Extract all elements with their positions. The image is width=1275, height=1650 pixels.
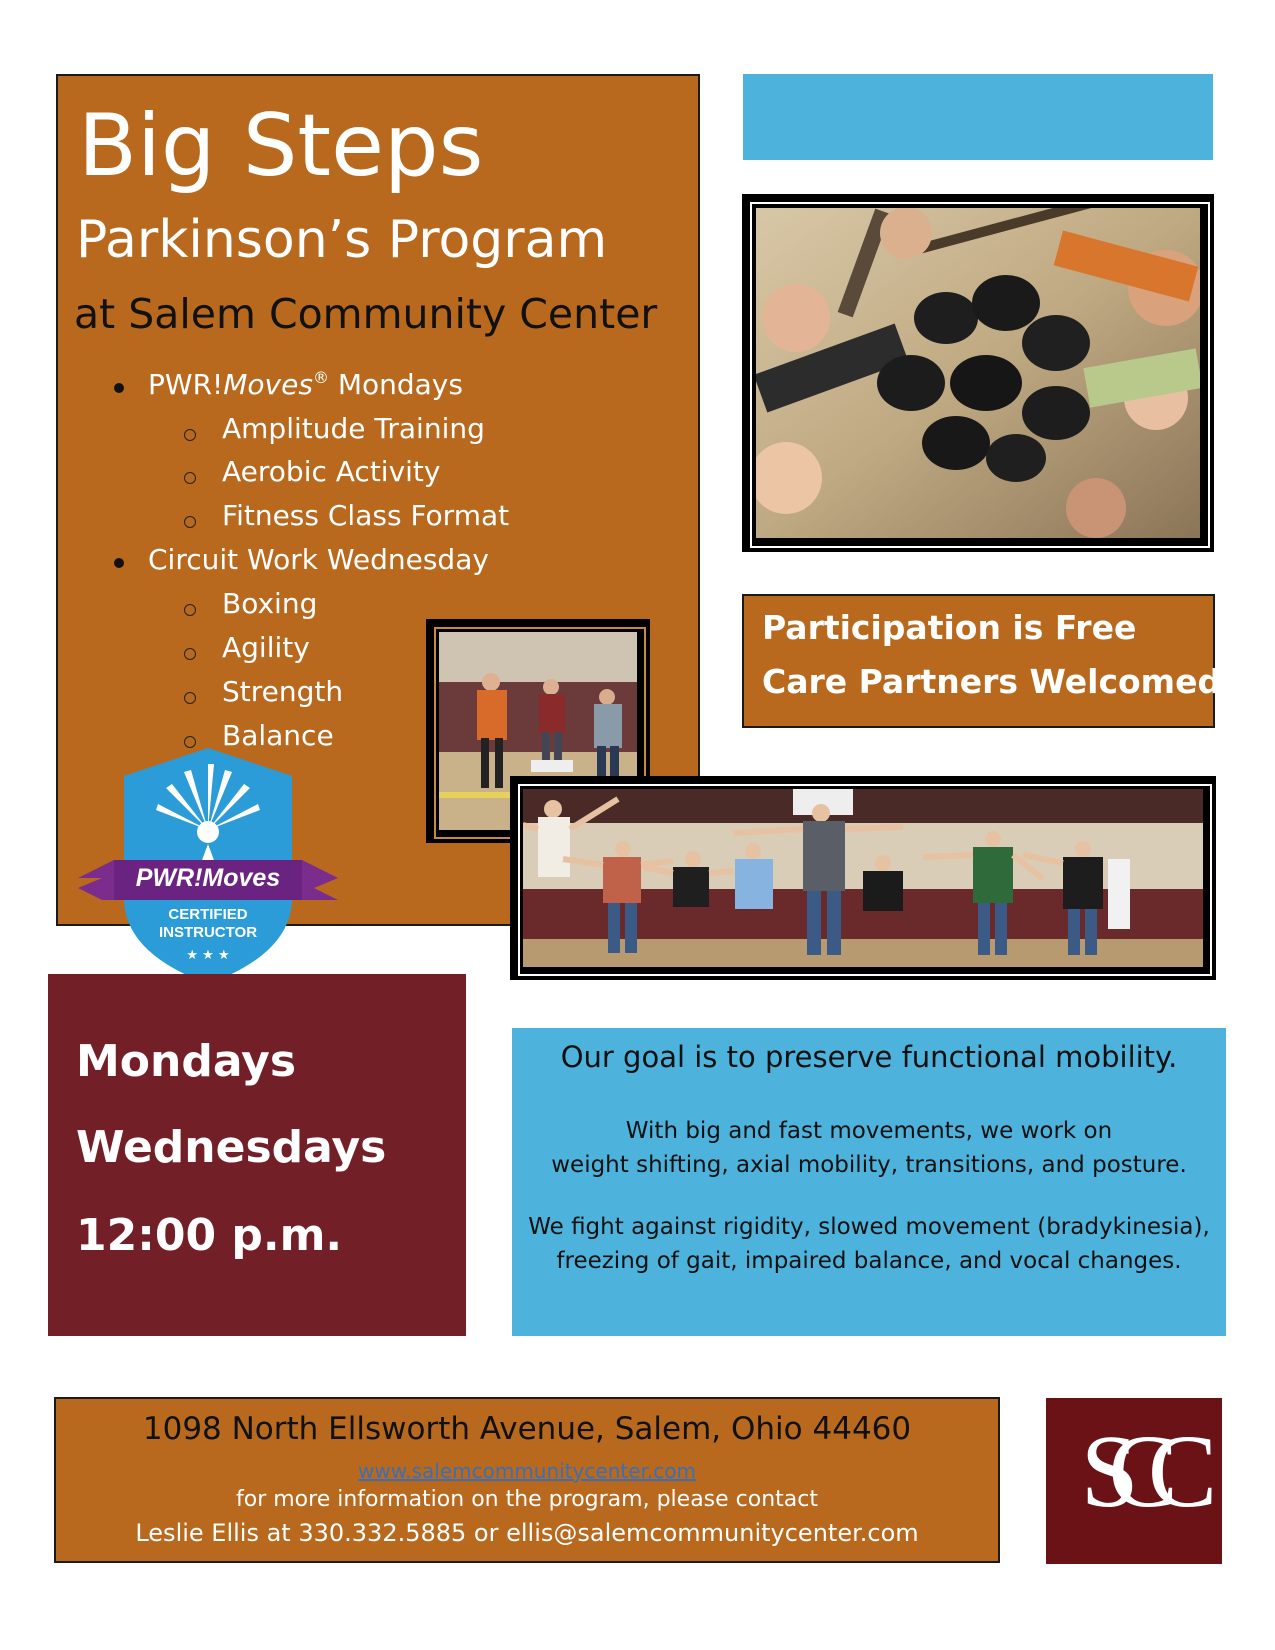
goal-para1-line2: weight shifting, axial mobility, transitions, and posture. xyxy=(551,1152,1187,1178)
address: 1098 North Ellsworth Avenue, Salem, Ohio 44460 xyxy=(142,1411,912,1447)
list-subitem xyxy=(222,675,343,708)
list-subitem xyxy=(222,631,310,664)
bullet-icon xyxy=(114,383,124,393)
goal-panel xyxy=(512,1028,1226,1336)
subitem-label: Aerobic Activity xyxy=(222,455,441,488)
scc-logo xyxy=(1046,1398,1222,1564)
program-location: at Salem Community Center xyxy=(74,290,658,338)
subitem-label: Fitness Class Format xyxy=(222,499,510,532)
goal-para2-line2: freezing of gait, impaired balance, and vocal changes. xyxy=(556,1248,1182,1274)
goal-para2-line1: We fight against rigidity, slowed movement (bradykinesia), xyxy=(528,1214,1210,1240)
goal-para1-line1: With big and fast movements, we work on xyxy=(625,1118,1113,1144)
list-item-wednesday xyxy=(148,543,489,576)
list-subitem xyxy=(222,412,485,445)
badge-brand: PWR!Moves xyxy=(135,864,281,892)
subitem-label: Balance xyxy=(222,719,334,752)
circle-bullet-icon xyxy=(184,429,196,441)
list-subitem xyxy=(222,499,509,532)
boxing-group-photo xyxy=(756,208,1200,538)
circle-bullet-icon xyxy=(184,692,196,704)
monday-suffix: Mondays xyxy=(328,368,463,401)
program-subtitle: Parkinson’s Program xyxy=(76,210,608,270)
decorative-blue-bar xyxy=(743,74,1213,160)
schedule-day-wednesday: Wednesdays xyxy=(76,1122,387,1173)
monday-prefix: PWR! xyxy=(148,368,224,401)
participation-free: Participation is Free xyxy=(762,608,1137,647)
goal-headline: Our goal is to preserve functional mobility. xyxy=(560,1040,1178,1074)
schedule-panel xyxy=(48,974,466,1336)
schedule-time: 12:00 p.m. xyxy=(76,1210,343,1261)
badge-line1: CERTIFIED xyxy=(168,906,248,923)
list-item-mondays xyxy=(148,368,463,401)
contact-person-line: Leslie Ellis at 330.332.5885 or ellis@salemcommunitycenter.com xyxy=(135,1519,919,1547)
monday-italic: Moves xyxy=(223,368,313,401)
schedule-day-monday: Mondays xyxy=(76,1036,297,1087)
wednesday-label: Circuit Work Wednesday xyxy=(148,543,489,576)
website-link[interactable]: www.salemcommunitycenter.com xyxy=(358,1459,696,1483)
circle-bullet-icon xyxy=(184,604,196,616)
participation-box xyxy=(742,594,1222,728)
subitem-label: Boxing xyxy=(222,587,318,620)
list-subitem xyxy=(222,587,317,620)
subitem-label: Amplitude Training xyxy=(222,412,485,445)
gym-exercise-photo xyxy=(523,789,1203,967)
pwr-moves-badge xyxy=(78,748,338,984)
gym-photo-frame xyxy=(510,776,1216,980)
circle-bullet-icon xyxy=(184,648,196,660)
subitem-label: Strength xyxy=(222,675,344,708)
circle-bullet-icon xyxy=(184,736,196,748)
contact-panel xyxy=(54,1397,1000,1563)
circle-bullet-icon xyxy=(184,472,196,484)
logo-text: SCC xyxy=(1080,1414,1188,1529)
bullet-icon xyxy=(114,558,124,568)
badge-line2: INSTRUCTOR xyxy=(158,924,258,941)
boxing-photo-frame xyxy=(742,194,1214,552)
registered-mark: ® xyxy=(312,368,329,387)
care-partners-welcomed: Care Partners Welcomed xyxy=(762,662,1222,701)
subitem-label: Agility xyxy=(222,631,310,664)
circle-bullet-icon xyxy=(184,516,196,528)
page-title: Big Steps xyxy=(78,96,484,196)
contact-info-line: for more information on the program, please contact xyxy=(236,1487,818,1512)
badge-stars: ★ ★ ★ xyxy=(186,948,230,963)
list-subitem xyxy=(222,455,440,488)
